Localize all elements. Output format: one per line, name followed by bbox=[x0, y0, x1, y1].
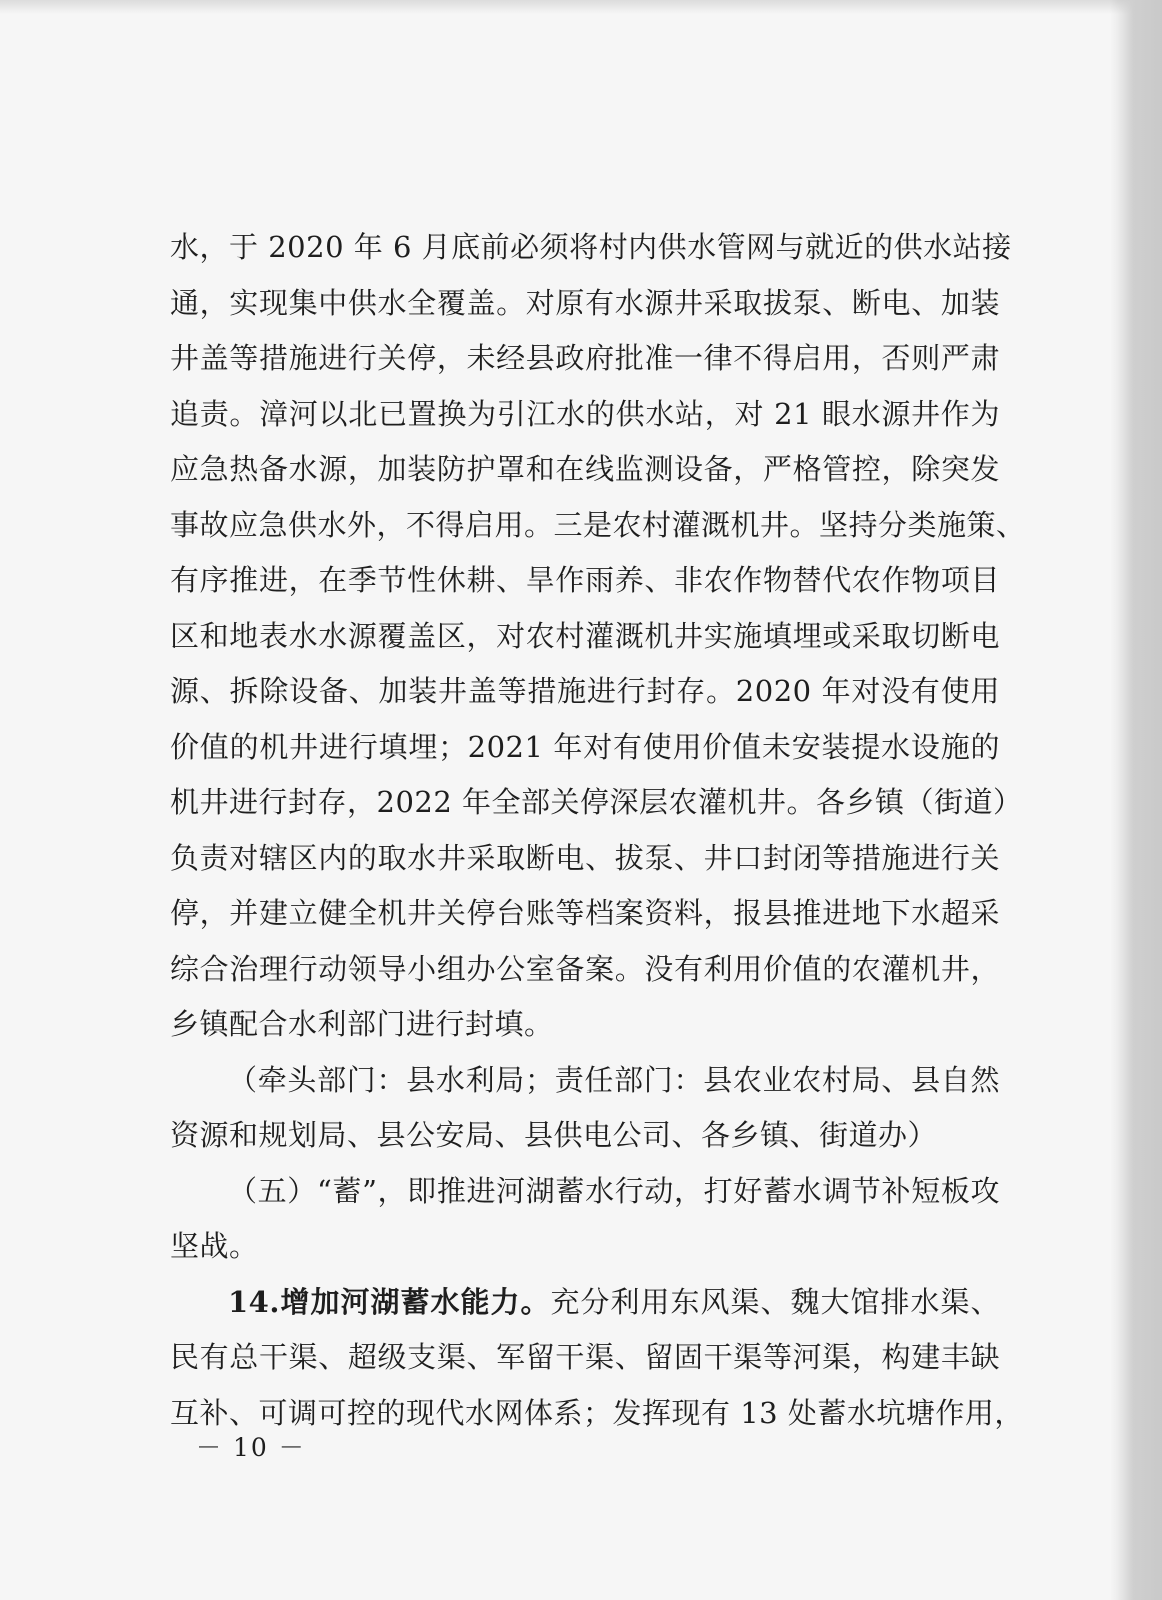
text-line: 停，并建立健全机井关停台账等档案资料，报县推进地下水超采 bbox=[170, 896, 1000, 930]
text-line: 区和地表水水源覆盖区，对农村灌溉机井实施填埋或采取切断电 bbox=[170, 618, 1000, 653]
text-line: 追责。漳河以北已置换为引江水的供水站，对 21 眼水源井作为 bbox=[170, 396, 1000, 431]
text-line: 井盖等措施进行关停，未经县政府批准一律不得启用，否则严肃 bbox=[170, 341, 1000, 375]
text-line: 价值的机井进行填埋；2021 年对有使用价值未安装提水设施的 bbox=[170, 729, 1000, 764]
text-line: 机井进行封存，2022 年全部关停深层农灌机井。各乡镇（街道） bbox=[170, 785, 1023, 819]
item-14-title: 14.增加河湖蓄水能力。 bbox=[228, 1284, 551, 1319]
body-text bbox=[170, 220, 1026, 1441]
page-edge-shadow bbox=[1110, 0, 1162, 1600]
text-line: 有序推进，在季节性休耕、旱作雨养、非农作物替代农作物项目 bbox=[170, 563, 1000, 597]
text-line: 应急热备水源，加装防护罩和在线监测设备，严格管控，除突发 bbox=[170, 452, 1000, 486]
item-14-paragraph bbox=[170, 1275, 1000, 1331]
lead-department-note: （牵头部门：县水利局；责任部门：县农业农村局、县自然 bbox=[228, 1062, 1000, 1097]
text-line: 负责对辖区内的取水井采取断电、拔泵、井口封闭等措施进行关 bbox=[170, 840, 1000, 875]
text-line: 乡镇配合水利部门进行封填。 bbox=[170, 1007, 554, 1041]
text-line: 源、拆除设备、加装井盖等措施进行封存。2020 年对没有使用 bbox=[170, 674, 1000, 708]
text-line: 通，实现集中供水全覆盖。对原有水源井采取拔泵、断电、加装 bbox=[170, 285, 1000, 320]
text-line: 民有总干渠、超级支渠、军留干渠、留固干渠等河渠，构建丰缺 bbox=[170, 1340, 1000, 1374]
item-14-text: 充分利用东风渠、魏大馆排水渠、 bbox=[550, 1284, 1000, 1319]
text-line: 事故应急供水外，不得启用。三是农村灌溉机井。坚持分类施策、 bbox=[170, 507, 1026, 542]
section-heading-continued: 坚战。 bbox=[170, 1229, 259, 1263]
section-heading: （五）“蓄”，即推进河湖蓄水行动，打好蓄水调节补短板攻 bbox=[228, 1173, 1000, 1208]
text-line: 水，于 2020 年 6 月底前必须将村内供水管网与就近的供水站接 bbox=[170, 230, 1012, 264]
lead-department-note-continued: 资源和规划局、县公安局、县供电公司、各乡镇、街道办） bbox=[170, 1118, 938, 1152]
text-line: 综合治理行动领导小组办公室备案。没有利用价值的农灌机井， bbox=[170, 951, 1000, 986]
text-line: 互补、可调可控的现代水网体系；发挥现有 13 处蓄水坑塘作用， bbox=[170, 1395, 1024, 1430]
page-number: － 10 － bbox=[196, 1433, 306, 1462]
